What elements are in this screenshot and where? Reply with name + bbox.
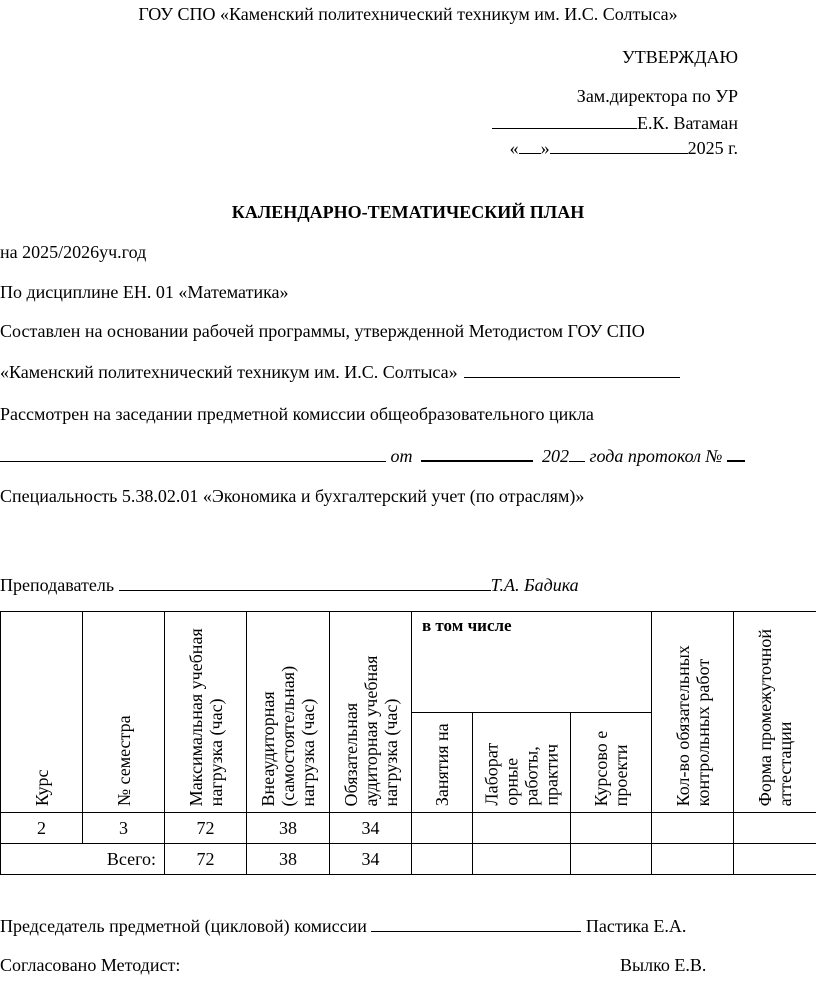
cell-tests — [652, 813, 734, 844]
header-attestation-form: Форма промежуточной аттестации — [734, 612, 816, 813]
table-row — [1, 813, 816, 844]
basis-signature-blank[interactable] — [464, 361, 680, 378]
reviewed-line-1: Рассмотрен на заседании предметной комиссии общеобразовательного цикла — [0, 404, 594, 424]
commission-blank[interactable] — [0, 445, 386, 462]
cell-lessons — [412, 813, 473, 844]
date-year: 2025 г. — [687, 138, 738, 158]
basis-text: «Каменский политехнический техникум им. И.С. Солтыса» — [0, 362, 458, 382]
document-title: КАЛЕНДАРНО-ТЕМАТИЧЕСКИЙ ПЛАН — [231, 202, 585, 222]
month-blank[interactable] — [550, 137, 688, 154]
date-blank[interactable] — [421, 444, 533, 462]
chairman-line — [0, 915, 686, 935]
teacher-line — [0, 574, 579, 594]
header-labs: Лаборат орные работы, практич — [473, 712, 571, 813]
plan-table — [0, 611, 816, 875]
institution-title: ГОУ СПО «Каменский политехнический техникум им. И.С. Солтыса» — [138, 4, 678, 24]
cell-course: 2 — [1, 813, 83, 844]
teacher-signature-blank[interactable] — [119, 574, 491, 591]
header-tests-count: Кол-во обязательных контрольных работ — [652, 612, 734, 813]
chairman-name: Пастика Е.А. — [585, 916, 687, 936]
signature-blank[interactable] — [492, 112, 637, 129]
header-max-load: Максимальная учебная нагрузка (час) — [165, 612, 247, 813]
protocol-number-blank[interactable] — [727, 444, 745, 462]
quote-open: « — [509, 138, 519, 158]
cell-self-load: 38 — [247, 813, 330, 844]
chairman-signature-blank[interactable] — [371, 915, 581, 932]
quote-close: » — [540, 138, 550, 158]
total-self-load: 38 — [247, 844, 330, 875]
total-lessons — [412, 844, 473, 875]
total-required-load: 34 — [330, 844, 412, 875]
approver-name: Е.К. Ватаман — [637, 113, 738, 133]
approval-date-line — [510, 137, 738, 157]
cell-form — [734, 813, 816, 844]
year-prefix: 202 — [542, 446, 569, 466]
cell-course-projects — [571, 813, 652, 844]
academic-year: на 2025/2026уч.год — [0, 242, 147, 262]
total-form — [734, 844, 816, 875]
header-lessons: Занятия на — [412, 712, 473, 813]
total-labs — [473, 844, 571, 875]
specialty: Специальность 5.38.02.01 «Экономика и бухгалтерский учет (по отраслям)» — [0, 486, 585, 506]
chairman-label: Председатель предметной (цикловой) комиссии — [0, 916, 367, 936]
header-group-including: в том числе — [412, 612, 652, 713]
from-label: от — [390, 446, 413, 466]
teacher-label: Преподаватель — [0, 575, 115, 595]
cell-labs — [473, 813, 571, 844]
approve-label: УТВЕРЖДАЮ — [621, 47, 738, 67]
header-required-load: Обязательная аудиторная учебная нагрузка (час) — [330, 612, 412, 813]
total-label: Всего: — [1, 844, 165, 875]
discipline: По дисциплине ЕН. 01 «Математика» — [0, 282, 289, 302]
total-max-load: 72 — [165, 844, 247, 875]
header-semester: № семестра — [83, 612, 165, 813]
methodist-name: Вылко Е.В. — [620, 955, 707, 975]
cell-required-load: 34 — [330, 813, 412, 844]
approver-title: Зам.директора по УР — [576, 86, 738, 106]
cell-max-load: 72 — [165, 813, 247, 844]
protocol-label: года протокол № — [589, 446, 723, 466]
day-blank[interactable] — [519, 137, 541, 154]
basis-line-1: Составлен на основании рабочей программы, утвержденной Методистом ГОУ СПО — [0, 321, 645, 341]
total-tests — [652, 844, 734, 875]
basis-line-2 — [0, 361, 680, 381]
total-course-projects — [571, 844, 652, 875]
header-course: Курс — [1, 612, 83, 813]
header-self-load: Внеаудиторная (самостоятельная) нагрузка (час) — [247, 612, 330, 813]
methodist-label: Согласовано Методист: — [0, 955, 181, 975]
cell-semester: 3 — [83, 813, 165, 844]
year-blank[interactable] — [569, 445, 585, 462]
reviewed-line-2 — [0, 444, 745, 465]
header-course-projects: Курсово е проекти — [571, 712, 652, 813]
teacher-name: Т.А. Бадика — [490, 575, 579, 595]
table-total-row — [1, 844, 816, 875]
approver-signature-line — [492, 112, 738, 132]
